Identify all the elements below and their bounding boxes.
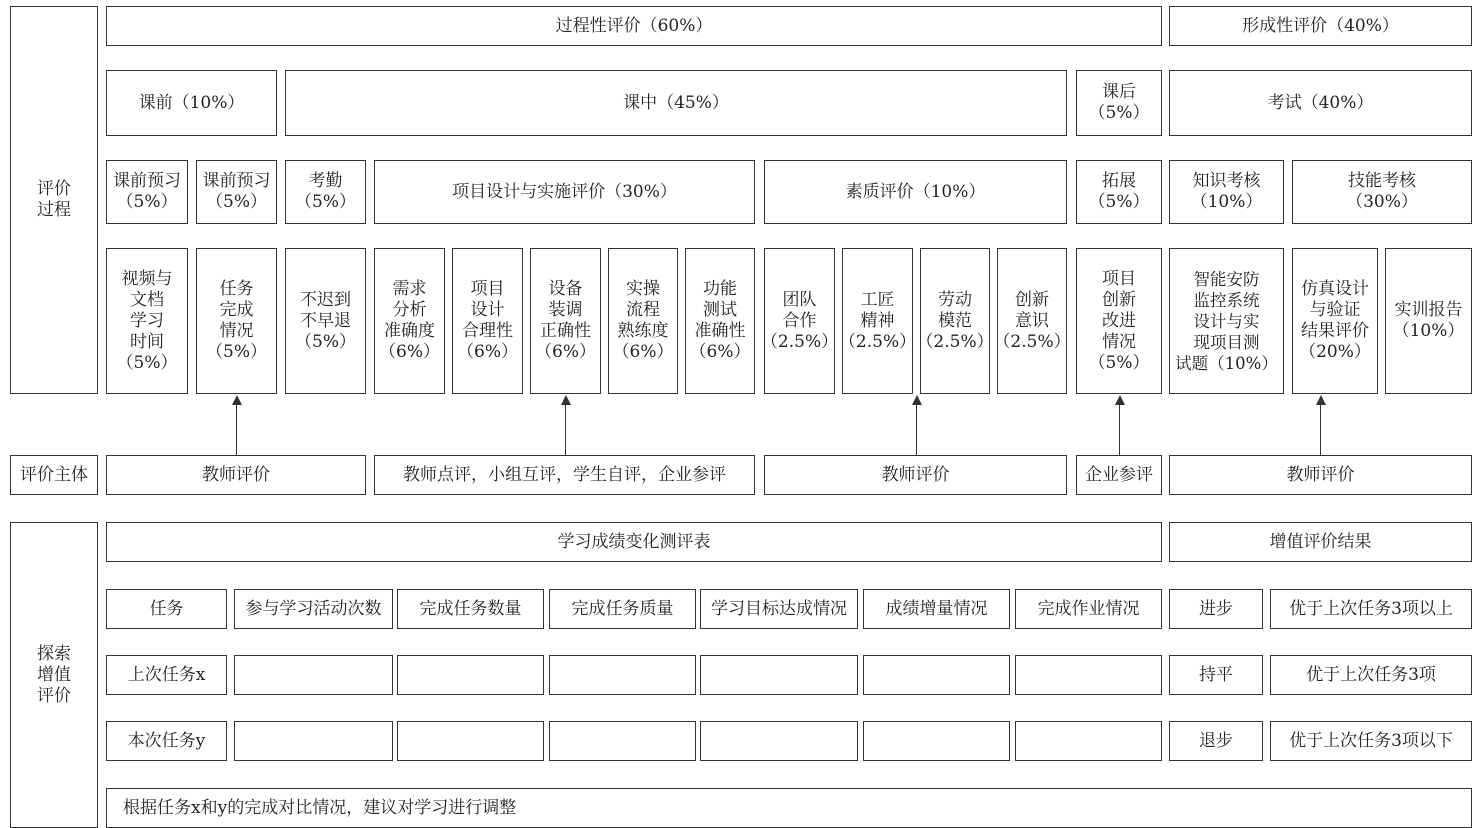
table-cell xyxy=(1015,721,1162,761)
process-label: 评价 过程 xyxy=(10,6,98,394)
result-title: 增值评价结果 xyxy=(1169,522,1472,562)
table-cell xyxy=(397,655,544,695)
arrow-head xyxy=(561,395,571,405)
advice-text: 根据任务x和y的完成对比情况，建议对学习进行调整 xyxy=(106,788,1472,828)
skill-box: 技能考核 （30%） xyxy=(1292,160,1472,224)
craftsman-box: 工匠 精神 （2.5%） xyxy=(842,248,913,394)
exam-box: 考试（40%） xyxy=(1169,70,1472,136)
table-cell xyxy=(863,721,1010,761)
arrow-head xyxy=(1316,395,1326,405)
extension-box: 拓展 （5%） xyxy=(1076,160,1162,224)
operation-box: 实操 流程 熟练度 （6%） xyxy=(608,248,678,394)
subject-enterprise: 企业参评 xyxy=(1076,455,1162,495)
header-cell: 完成任务质量 xyxy=(549,589,696,629)
header-cell: 任务 xyxy=(106,589,227,629)
change-table-title: 学习成绩变化测评表 xyxy=(106,522,1162,562)
row-label-prev: 上次任务x xyxy=(106,655,227,695)
subject-mixed: 教师点评，小组互评，学生自评，企业参评 xyxy=(374,455,755,495)
row-label-curr: 本次任务y xyxy=(106,721,227,761)
result-label: 退步 xyxy=(1169,721,1263,761)
result-desc: 优于上次任务3项 xyxy=(1270,655,1472,695)
attendance-box: 考勤 （5%） xyxy=(285,160,366,224)
subject-teacher-2: 教师评价 xyxy=(764,455,1067,495)
subject-label: 评价主体 xyxy=(10,455,98,495)
result-label: 持平 xyxy=(1169,655,1263,695)
simulation-box: 仿真设计 与验证 结果评价 （20%） xyxy=(1292,248,1378,394)
header-cell: 完成任务数量 xyxy=(397,589,544,629)
table-cell xyxy=(1015,655,1162,695)
quality-eval-box: 素质评价（10%） xyxy=(764,160,1067,224)
header-cell: 成绩增量情况 xyxy=(863,589,1010,629)
result-desc: 优于上次任务3项以下 xyxy=(1270,721,1472,761)
result-label: 进步 xyxy=(1169,589,1263,629)
arrow-head xyxy=(1115,395,1125,405)
table-cell xyxy=(234,655,393,695)
header-cell: 参与学习活动次数 xyxy=(234,589,393,629)
table-cell xyxy=(700,721,858,761)
explore-label: 探索 增值 评价 xyxy=(10,522,98,828)
result-desc: 优于上次任务3项以上 xyxy=(1270,589,1472,629)
design-box: 项目 设计 合理性 （6%） xyxy=(452,248,523,394)
arrow-line xyxy=(236,403,237,455)
arrow-line xyxy=(1320,403,1321,455)
testing-box: 功能 测试 准确性 （6%） xyxy=(685,248,755,394)
subject-teacher-3: 教师评价 xyxy=(1169,455,1472,495)
header-cell: 学习目标达成情况 xyxy=(700,589,858,629)
project-eval-box: 项目设计与实施评价（30%） xyxy=(374,160,755,224)
header-cell: 完成作业情况 xyxy=(1015,589,1162,629)
knowledge-box: 知识考核 （10%） xyxy=(1169,160,1284,224)
table-cell xyxy=(700,655,858,695)
arrow-head xyxy=(912,395,922,405)
table-cell xyxy=(549,721,696,761)
before-class-box: 课前（10%） xyxy=(106,70,277,136)
table-cell xyxy=(549,655,696,695)
arrow-line xyxy=(565,403,566,455)
formative-eval-header: 形成性评价（40%） xyxy=(1169,6,1472,46)
preview2-box: 课前预习 （5%） xyxy=(196,160,277,224)
task-box: 任务 完成 情况 （5%） xyxy=(196,248,277,394)
punctual-box: 不迟到 不早退 （5%） xyxy=(285,248,366,394)
demand-box: 需求 分析 准确度 （6%） xyxy=(374,248,445,394)
report-box: 实训报告 （10%） xyxy=(1385,248,1472,394)
innovation-box: 创新 意识 （2.5%） xyxy=(997,248,1067,394)
process-eval-header: 过程性评价（60%） xyxy=(106,6,1162,46)
debug-box: 设备 装调 正确性 （6%） xyxy=(530,248,601,394)
subject-teacher-1: 教师评价 xyxy=(106,455,366,495)
smart-security-box: 智能安防 监控系统 设计与实 现项目测 试题（10%） xyxy=(1169,248,1284,394)
video-box: 视频与 文档 学习 时间 （5%） xyxy=(106,248,188,394)
improve-box: 项目 创新 改进 情况 （5%） xyxy=(1076,248,1162,394)
table-cell xyxy=(397,721,544,761)
labor-box: 劳动 模范 （2.5%） xyxy=(920,248,990,394)
after-class-box: 课后 （5%） xyxy=(1076,70,1162,136)
team-box: 团队 合作 （2.5%） xyxy=(764,248,835,394)
table-cell xyxy=(234,721,393,761)
arrow-line xyxy=(916,403,917,455)
table-cell xyxy=(863,655,1010,695)
during-class-box: 课中（45%） xyxy=(285,70,1067,136)
preview1-box: 课前预习 （5%） xyxy=(106,160,188,224)
arrow-head xyxy=(232,395,242,405)
arrow-line xyxy=(1119,403,1120,455)
